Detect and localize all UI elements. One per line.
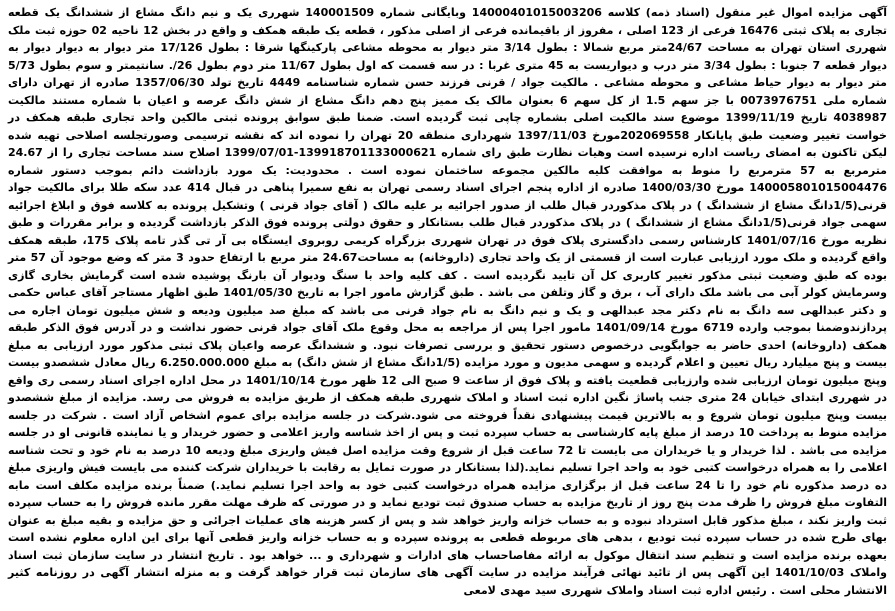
auction-notice-text: آگهی مزایده اموال غیر منقول (اسناد ذمه) کلاسه 14000401015003206 وبایگانی شماره 140001509 شهرری یک و نیم دانگ مشاع از ششدانگ یک قطعه تجاری به پلاک ثبتی 16476 فرعی از 123 اصلی ، مفروز از باقیمانده فرعی از اصلی مذکور ، قطعه یک طبقه همکف و واقع در بخش 12 ناحیه 02 حوزه ثبت ملک شهرری استان تهران به مساحت 24/67متر مربع شمالا : بطول 3/14 متر دیوار به محوطه مشاعی پارکینگها شرقا : بطول 17/126 متر دیوار به دیوار دیوار به دیوار قطعه 7 جنوبا : بطول 3/34 متر درب و دیواریست به 45 متری غربا : در سه قسمت که اول بطول 11/67 متر دوم بطول 26/. سانتیمتر و سوم بطول 5/73 متر دیوار به دیوار حیاط مشاعی و محوطه مشاعی . مالکیت جواد / قرنی فرزند حسن شماره شناسنامه 4449 تاریخ تولد 1357/06/30 صادره از تهران دارای شماره ملی 0073976751 با جز سهم 1.5 از کل سهم 6 بعنوان مالک یک ممیز پنج دهم دانگ مشاع از شش دانگ عرصه و اعیان با شماره مستند مالکیت 4038987 تاریخ 1399/11/19 موضوع سند مالکیت اصلی بشماره چاپی ثبت گردیده است. ضمنا طبق سوابق پرونده ثبتی مالکین واحد تجاری طبقه همکف در خواست تغییر وضعیت طبق پایانکار 202069558مورخ 1397/11/03 شهرداری منطقه 20 تهران را نموده اند که نقشه ترسیمی وصورتجلسه اصلاحی تهیه شده لیکن تاکنون به امضای ریاست اداره نرسیده است وهیات نظارت طبق رای شماره 139918701133000621-1399/07/01 اصلاح سند مساحت تجاری را از 24.67 مترمربع به 57 مترمربع را منوط به موافقت کلیه مالکین مجموعه ساختمان نموده است . محدودیت: یک مورد بازداشت دائم بموجب دستور شماره 140005801015004476 مورخ 1400/03/30 صادره از اداره پنجم اجرای اسناد رسمی تهران به نفع سمیرا پناهی در قبال 414 عدد سکه طلا برای مالکیت جواد قرنی(1/5دانگ مشاع از ششدانگ ) در پلاک مذکوردر قبال طلب از صدور اجرائیه بر علیه مالک ( آقای جواد قرنی ) وتشکیل پرونده به کلاسه فوق و ابلاغ اجرائیه سهمی جواد قرنی(1/5دانگ مشاع از ششدانگ ) در پلاک مذکوردر قبال طلب بستانکار و حقوق دولتی پرونده فوق الذکر بازداشت گردیده و برابر مقررات و طبق نظریه مورخ 1401/07/16 کارشناس رسمی دادگستری پلاک فوق در تهران شهرری بزرگراه کریمی روبروی ایستگاه بی آر تی گذر تامه پلاک 175، طبقه همکف واقع گردیده و ملک مورد ارزیابی عبارت است از قسمتی از یک واحد تجاری (داروخانه) به مساحت24.67 متر مربع با ارتفاع حدود 3 متر که وضع موجود آن 57 متر بوده که طبق وضعیت ثبتی مذکور تغییر کاربری کل آن تایید نگردیده است . کف کلیه واحد با سنگ ودیوار آن بارنگ پوشیده شده است گرمایش بخاری گازی وسرمایش کولر آبی می باشد ملک دارای آب ، برق و گاز وتلفن می باشد . طبق گزارش مامور اجرا به تاریخ 1401/05/30 طبق اظهار مستاجر آقای عباس حکمی و دکتر عبدالهی سه دانگ به نام دکتر مجد عبدالهی و یک و نیم دانگ به نام جواد قرنی می باشد که مبلغ صد میلیون ودیعه و شش میلیون تومان اجاره می پردازندوضمنا بموجب وارده 6719 مورخ 1401/09/14 مامور اجرا پس از مراجعه به محل وقوع ملک آقای جواد قرنی حضور نداشت و در آدرس فوق الذکر طبقه همکف (داروخانه) احدی حاضر به جوابگویی درخصوص دستور تحقیق و بررسی تصرفات نبود. و ششدانگ عرصه واعیان پلاک ثبتی مذکور مورد ارزیابی به مبلغ بیست و پنج میلیارد ریال تعیین و اعلام گردیده و سهمی مدیون و مورد مزایده (1/5دانگ مشاع از شش دانگ) به مبلغ 6.250.000.000 ریال معادل ششصدو بیست وپنج میلیون تومان ارزیابی شده وارزیابی قطعیت یافته و پلاک فوق از ساعت 9 صبح الی 12 ظهر مورخ 1401/10/14 در محل اداره اجرای اسناد رسمی ری واقع در شهرری ابتدای خیابان 24 متری جنب پاساژ نگین اداره ثبت اسناد و املاک شهرری طبقه همکف از طریق مزایده به فروش می رسد. مزایده از مبلغ ششصدو بیست وپنج میلیون تومان شروع و به بالاترین قیمت پیشنهادی نقداً فروخته می شود.شرکت در جلسه مزایده برای عموم اشخاص آزاد است . شرکت در جلسه مزایده منوط به پرداخت 10 درصد از مبلغ پایه کارشناسی به حساب سپرده ثبت و پس از اخذ شناسه واریز اعلامی و حضور خریدار و یا نماینده قانونی او در جلسه مزایده می باشد . لذا خریدار و یا خریداران می بایست تا 72 ساعت قبل از شروع وقت مزایده اصل فیش واریزی مبلغ ودیعه 10 درصد به نام خود و تحت شناسه اعلامی را به همراه درخواست کتبی خود به واحد اجرا تسلیم نماید.(لذا بستانکار در صورت تمایل به رقابت با خریداران شرکت کننده می بایست فیش واریزی مبلغ ده درصد مذکوره نام خود را تا 24 ساعت قبل از برگزاری مزایده همراه درخواست کتبی خود به واحد اجرا تسلیم نماید.) ضمناً برنده مزایده مکلف است مابه التفاوت مبلغ فروش را ظرف مدت پنج روز از تاریخ مزایده به حساب صندوق ثبت تودیع نماید و در صورتی که ظرف مهلت مقرر مانده فروش را به حساب سپرده ثبت واریز نکند ، مبلغ مذکور قابل استرداد نبوده و به حساب خزانه واریز خواهد شد و پس از کسر هزینه های عملیات اجرائی و حق مزایده و بقیه مبلغ به عنوان بهای طرح شده در حساب سپرده ثبت تودیع ، بدهی های مربوطه قطعی به پرونده سپرده و به حساب خزانه واریز قطعی آنها برای این اداره معلوم نشده است بعهده برنده مزایده است و تنظیم سند انتقال موکول به ارائه مفاصاحساب های ادارات و شهرداری و ... خواهد بود . تاریخ انتشار در سایت سازمان ثبت اسناد واملاک 1401/10/03 این آگهی پس از تائید نهائی فرآیند مزایده در سایت آگهی های سازمان ثبت قرار خواهد گرفت و به منزله انتشار آگهی در روزنامه کثیر الانتشار محلی است . رئیس اداره ثبت اسناد واملاک شهرری سید مهدی لامعی bbox=[8, 6, 888, 597]
